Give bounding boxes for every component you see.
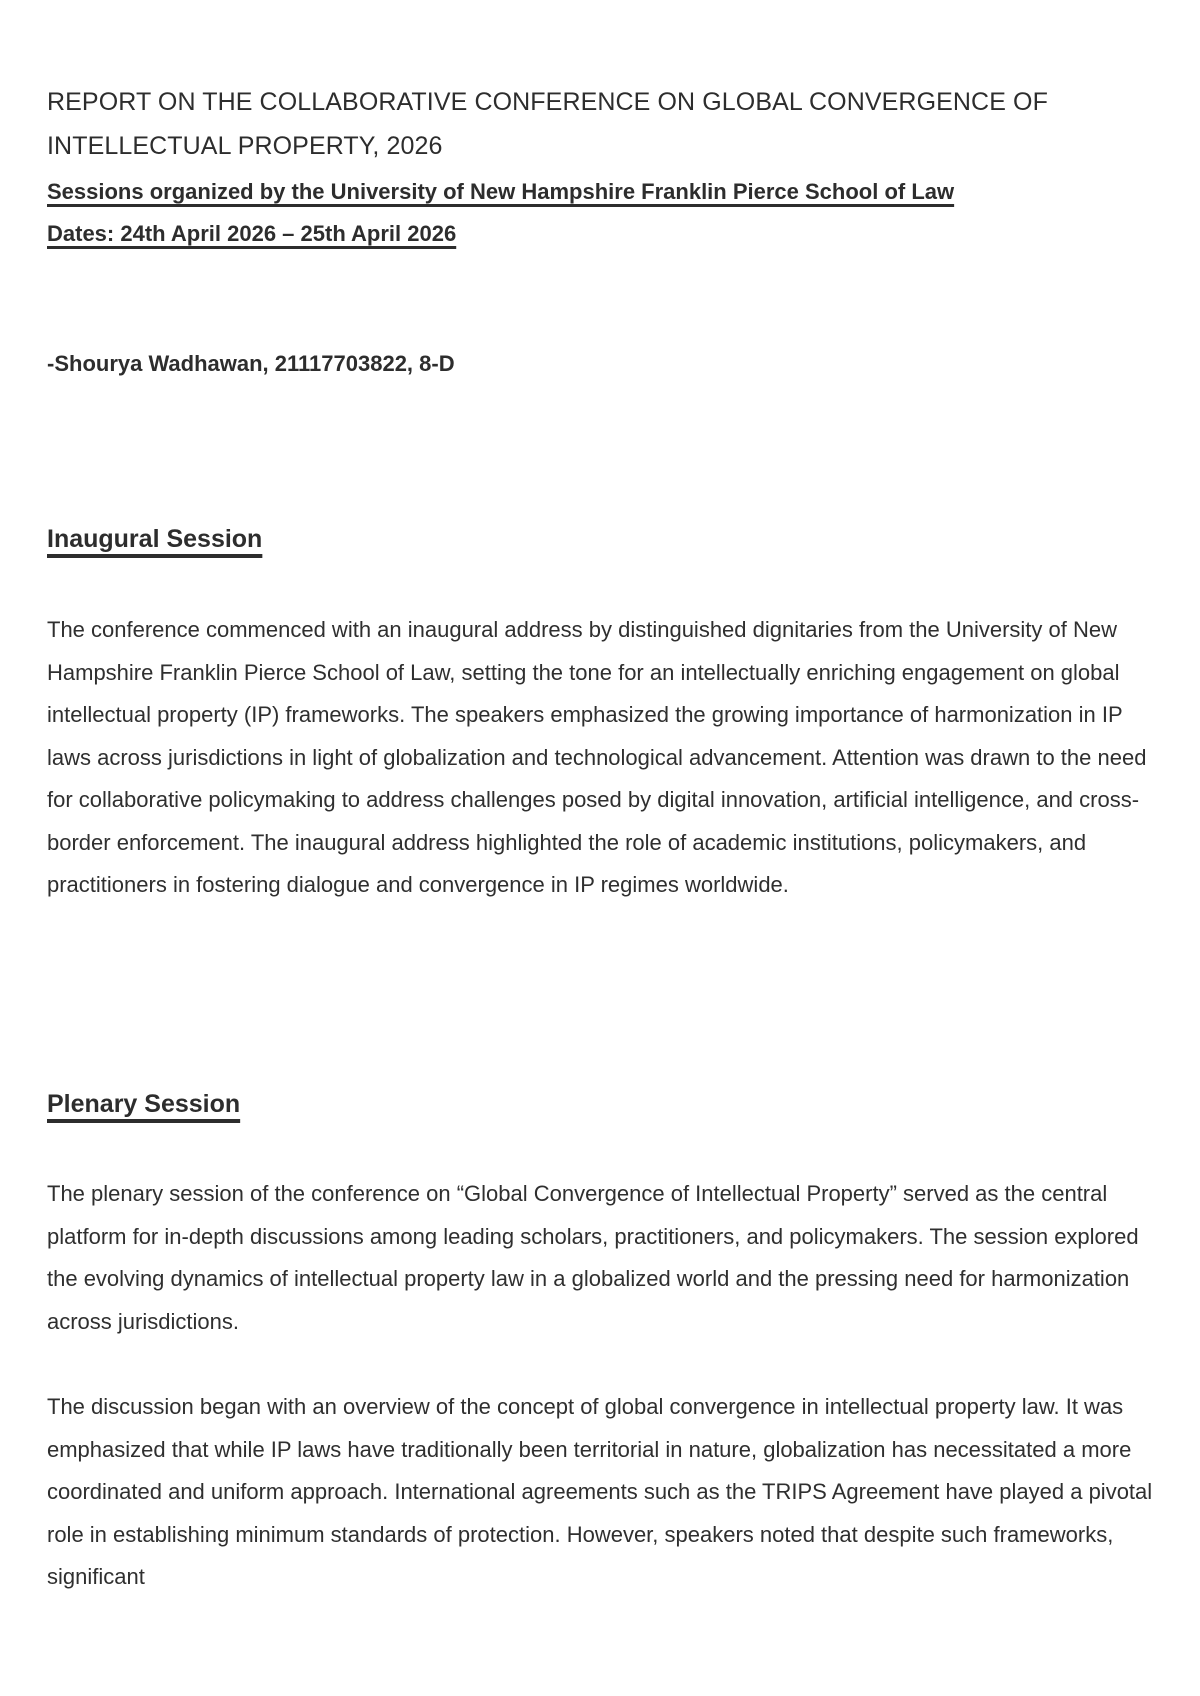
plenary-session-heading: Plenary Session (47, 1090, 241, 1118)
inaugural-session-paragraph: The conference commenced with an inaugural address by distinguished dignitaries from the University of New Hampshire Franklin Pierce School of Law, setting the tone for an intellectually enriching engagement on global intellectual property (IP) frameworks. The speakers emphasized the growing importance of harmonization in IP laws across jurisdictions in light of globalization and technological advancement. Attention was drawn to the need for collaborative policymaking to address challenges posed by digital innovation, artificial intelligence, and cross-border enforcement. The inaugural address highlighted the role of academic institutions, policymakers, and practitioners in fostering dialogue and convergence in IP regimes worldwide. (47, 617, 1147, 897)
plenary-session-paragraph-1: The plenary session of the conference on “Global Convergence of Intellectual Property” served as the central platform for in-depth discussions among leading scholars, practitioners, and policymakers. The session explored the evolving dynamics of intellectual property law in a globalized world and the pressing need for harmonization across jurisdictions. (47, 1181, 1139, 1334)
dates-line: Dates: 24th April 2026 – 25th April 2026 (47, 221, 457, 246)
organizer-line: Sessions organized by the University of New Hampshire Franklin Pierce School of Law (47, 179, 955, 204)
document-title: REPORT ON THE COLLABORATIVE CONFERENCE ON GLOBAL CONVERGENCE OF INTELLECTUAL PROPERTY, 2026 (47, 88, 1048, 160)
author-line: -Shourya Wadhawan, 21117703822, 8-D (47, 351, 455, 376)
inaugural-session-heading: Inaugural Session (47, 525, 263, 553)
plenary-session-paragraph-2: The discussion began with an overview of the concept of global convergence in intellectual property law. It was emphasized that while IP laws have traditionally been territorial in nature, globalization has necessitated a more coordinated and uniform approach. International agreements such as the TRIPS Agreement have played a pivotal role in establishing minimum standards of protection. However, speakers noted that despite such frameworks, significant (47, 1394, 1153, 1589)
